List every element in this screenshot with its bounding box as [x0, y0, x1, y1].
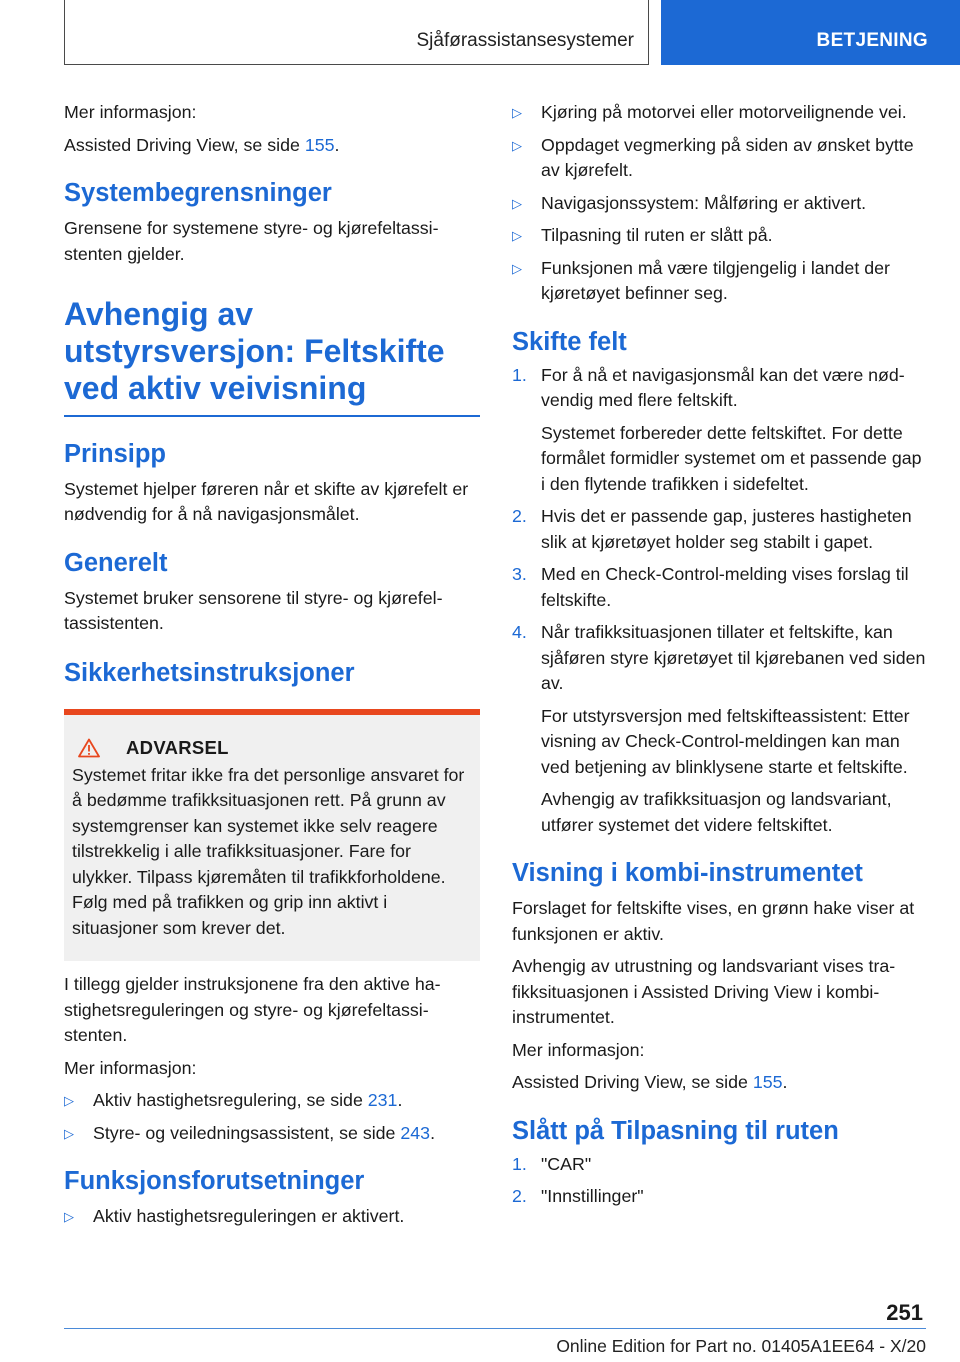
list-item: ▷ Tilpasning til ruten er slått på.	[512, 223, 928, 249]
intro-page-link[interactable]: 155	[304, 134, 335, 155]
requirements-heading: Funksjonsforutsetninger	[64, 1167, 365, 1195]
left-column	[64, 100, 480, 1237]
triangle-bullet-icon: ▷	[512, 105, 522, 120]
display-heading: Visning i kombi-instrumentet	[512, 859, 863, 887]
general-text: Systemet bruker sensorene til styre- og kjørefeltassistenten.	[64, 587, 443, 633]
header-section-box	[64, 0, 649, 65]
header-chapter-title: BETJENING	[816, 30, 928, 51]
page-link[interactable]: 231	[367, 1090, 398, 1110]
warning-header	[72, 737, 472, 759]
additional-text: I tillegg gjelder instruksjonene fra den aktive hastighetsreguleringen og styre- og kjørefeltassistenten.	[64, 974, 441, 1045]
step-number: 4.	[512, 622, 527, 642]
triangle-bullet-icon: ▷	[512, 228, 522, 243]
display-text-2: Avhengig av utrustning og landsvariant vises trafikksituasjonen i Assisted Driving View i kombiinstrumentet.	[512, 956, 896, 1027]
step-number: 2.	[512, 506, 527, 526]
page-link[interactable]: 243	[400, 1122, 431, 1143]
list-item: ▷ Kjøring på motorvei eller motorveilignende vei.	[512, 100, 928, 126]
display-reference: Assisted Driving View, se side 155.	[512, 1072, 788, 1092]
header-section-title: Sjåførassistansesystemer	[416, 30, 634, 51]
list-item: ▷ Aktiv hastighetsreguleringen er aktivert.	[64, 1204, 480, 1230]
warning-title: ADVARSEL	[126, 736, 229, 758]
triangle-bullet-icon: ▷	[64, 1093, 74, 1108]
list-item: ▷ Navigasjonssystem: Målføring er aktivert.	[512, 191, 928, 217]
triangle-bullet-icon: ▷	[64, 1125, 74, 1141]
list-item: ▷ Aktiv hastighetsregulering, se side 231.	[64, 1088, 480, 1114]
step-number: 3.	[512, 564, 527, 584]
step-item: 1. "CAR"	[512, 1152, 928, 1178]
step-number: 2.	[512, 1186, 527, 1206]
triangle-bullet-icon: ▷	[512, 137, 522, 153]
requirements-list-right	[512, 100, 928, 307]
intro-reference: Assisted Driving View, se side 155.	[64, 134, 340, 155]
intro-more-label: Mer informasjon:	[64, 102, 197, 122]
triangle-bullet-icon: ▷	[512, 260, 522, 276]
step-note: For utstyrsversjon med feltskifteassistent: Etter visning av Check-Control-meldingen kan man ved betjening av blinklysene starte et feltskifte.	[541, 705, 910, 777]
chapter-title: Avhengig av utstyrsversjon: Feltskifte ved aktiv veivisning	[64, 296, 445, 406]
triangle-bullet-icon: ▷	[64, 1209, 74, 1224]
step-item: 3. Med en Check-Control-melding vises forslag til feltskifte.	[512, 564, 909, 610]
warning-triangle-icon	[78, 738, 100, 758]
step-item: 2. "Innstillinger"	[512, 1184, 928, 1210]
chapter-rule	[64, 415, 480, 417]
additional-list	[64, 1088, 480, 1146]
system-limits-heading: Systembegrensninger	[64, 179, 332, 207]
step-item: 2. Hvis det er passende gap, justeres hastigheten slik at kjøretøyet holder seg stabilt i gapet.	[512, 506, 912, 552]
step-item: 1. For å nå et navigasjonsmål kan det være nødvendig med flere feltskift. Systemet forbereder dette feltskiftet. For dette formålet formidler systemet om et passende gap i den flytende trafikken i sidefeltet.	[512, 363, 928, 498]
route-adaptation-steps	[512, 1152, 928, 1210]
step-number: 1.	[512, 364, 527, 385]
footer-edition: Online Edition for Part no. 01405A1EE64 - X/20	[556, 1336, 926, 1356]
footer-rule	[64, 1328, 926, 1329]
safety-heading: Sikkerhetsinstruksjoner	[64, 658, 355, 687]
list-item: ▷ Oppdaget vegmerking på siden av ønsket bytte av kjørefelt.	[512, 134, 914, 180]
warning-box	[64, 709, 480, 962]
display-text-1: Forslaget for feltskifte vises, en grønn hake viser at funksjonen er aktiv.	[512, 898, 915, 944]
route-adaptation-heading: Slått på Tilpasning til ruten	[512, 1116, 839, 1145]
change-lane-steps	[512, 363, 928, 839]
list-item: ▷ Styre- og veiledningsassistent, se side 243.	[64, 1121, 480, 1147]
principle-heading: Prinsipp	[64, 439, 167, 468]
display-page-link[interactable]: 155	[752, 1072, 783, 1092]
system-limits-text: Grensene for systemene styre- og kjørefeltassistenten gjelder.	[64, 218, 439, 264]
step-item: 4. Når trafikksituasjonen tillater et feltskifte, kan sjåføren styre kjøretøyet til kjørebanen ved siden av. For utstyrsversjon med feltskifteassistent: Etter visning av Check-Control-meldingen kan man ved betjening av blinklysene starte et feltskifte. Avhengig av trafikksituasjon og landsvariant, utfører systemet det videre feltskiftet.	[512, 620, 928, 838]
step-number: 1.	[512, 1153, 527, 1174]
display-more-label: Mer informasjon:	[512, 1039, 645, 1060]
triangle-bullet-icon: ▷	[512, 195, 522, 211]
warning-body: Systemet fritar ikke fra det personlige ansvaret for å bedømme trafikksituasjonen rett. På grunn av systemgrenser kan systemet ikke selv reagere tilstrekkelig i alle trafikksituasjoner. Fare for ulykker. Tilpass kjøremåten til trafikkforholdene. Følg med på trafikken og grip inn aktivt i situasjoner som krever det.	[72, 764, 465, 938]
list-item: ▷ Funksjonen må være tilgjengelig i landet der kjøretøyet befinner seg.	[512, 257, 890, 303]
right-column	[512, 100, 928, 1217]
additional-more-label: Mer informasjon:	[64, 1057, 197, 1078]
principle-text: Systemet hjelper føreren når et skifte av kjørefelt er nødvendig for å nå navigasjonsmålet.	[64, 478, 469, 524]
change-lane-heading: Skifte felt	[512, 327, 627, 356]
step-note: Systemet forbereder dette feltskiftet. For dette formålet formidler systemet om et passende gap i den flytende trafikken i sidefeltet.	[541, 422, 922, 494]
requirements-list-left	[64, 1204, 480, 1230]
step-note: Avhengig av trafikksituasjon og landsvariant, utfører systemet det videre feltskiftet.	[541, 789, 892, 835]
header-chapter-tab	[661, 0, 960, 65]
page-number: 251	[886, 1300, 923, 1325]
general-heading: Generelt	[64, 548, 168, 577]
